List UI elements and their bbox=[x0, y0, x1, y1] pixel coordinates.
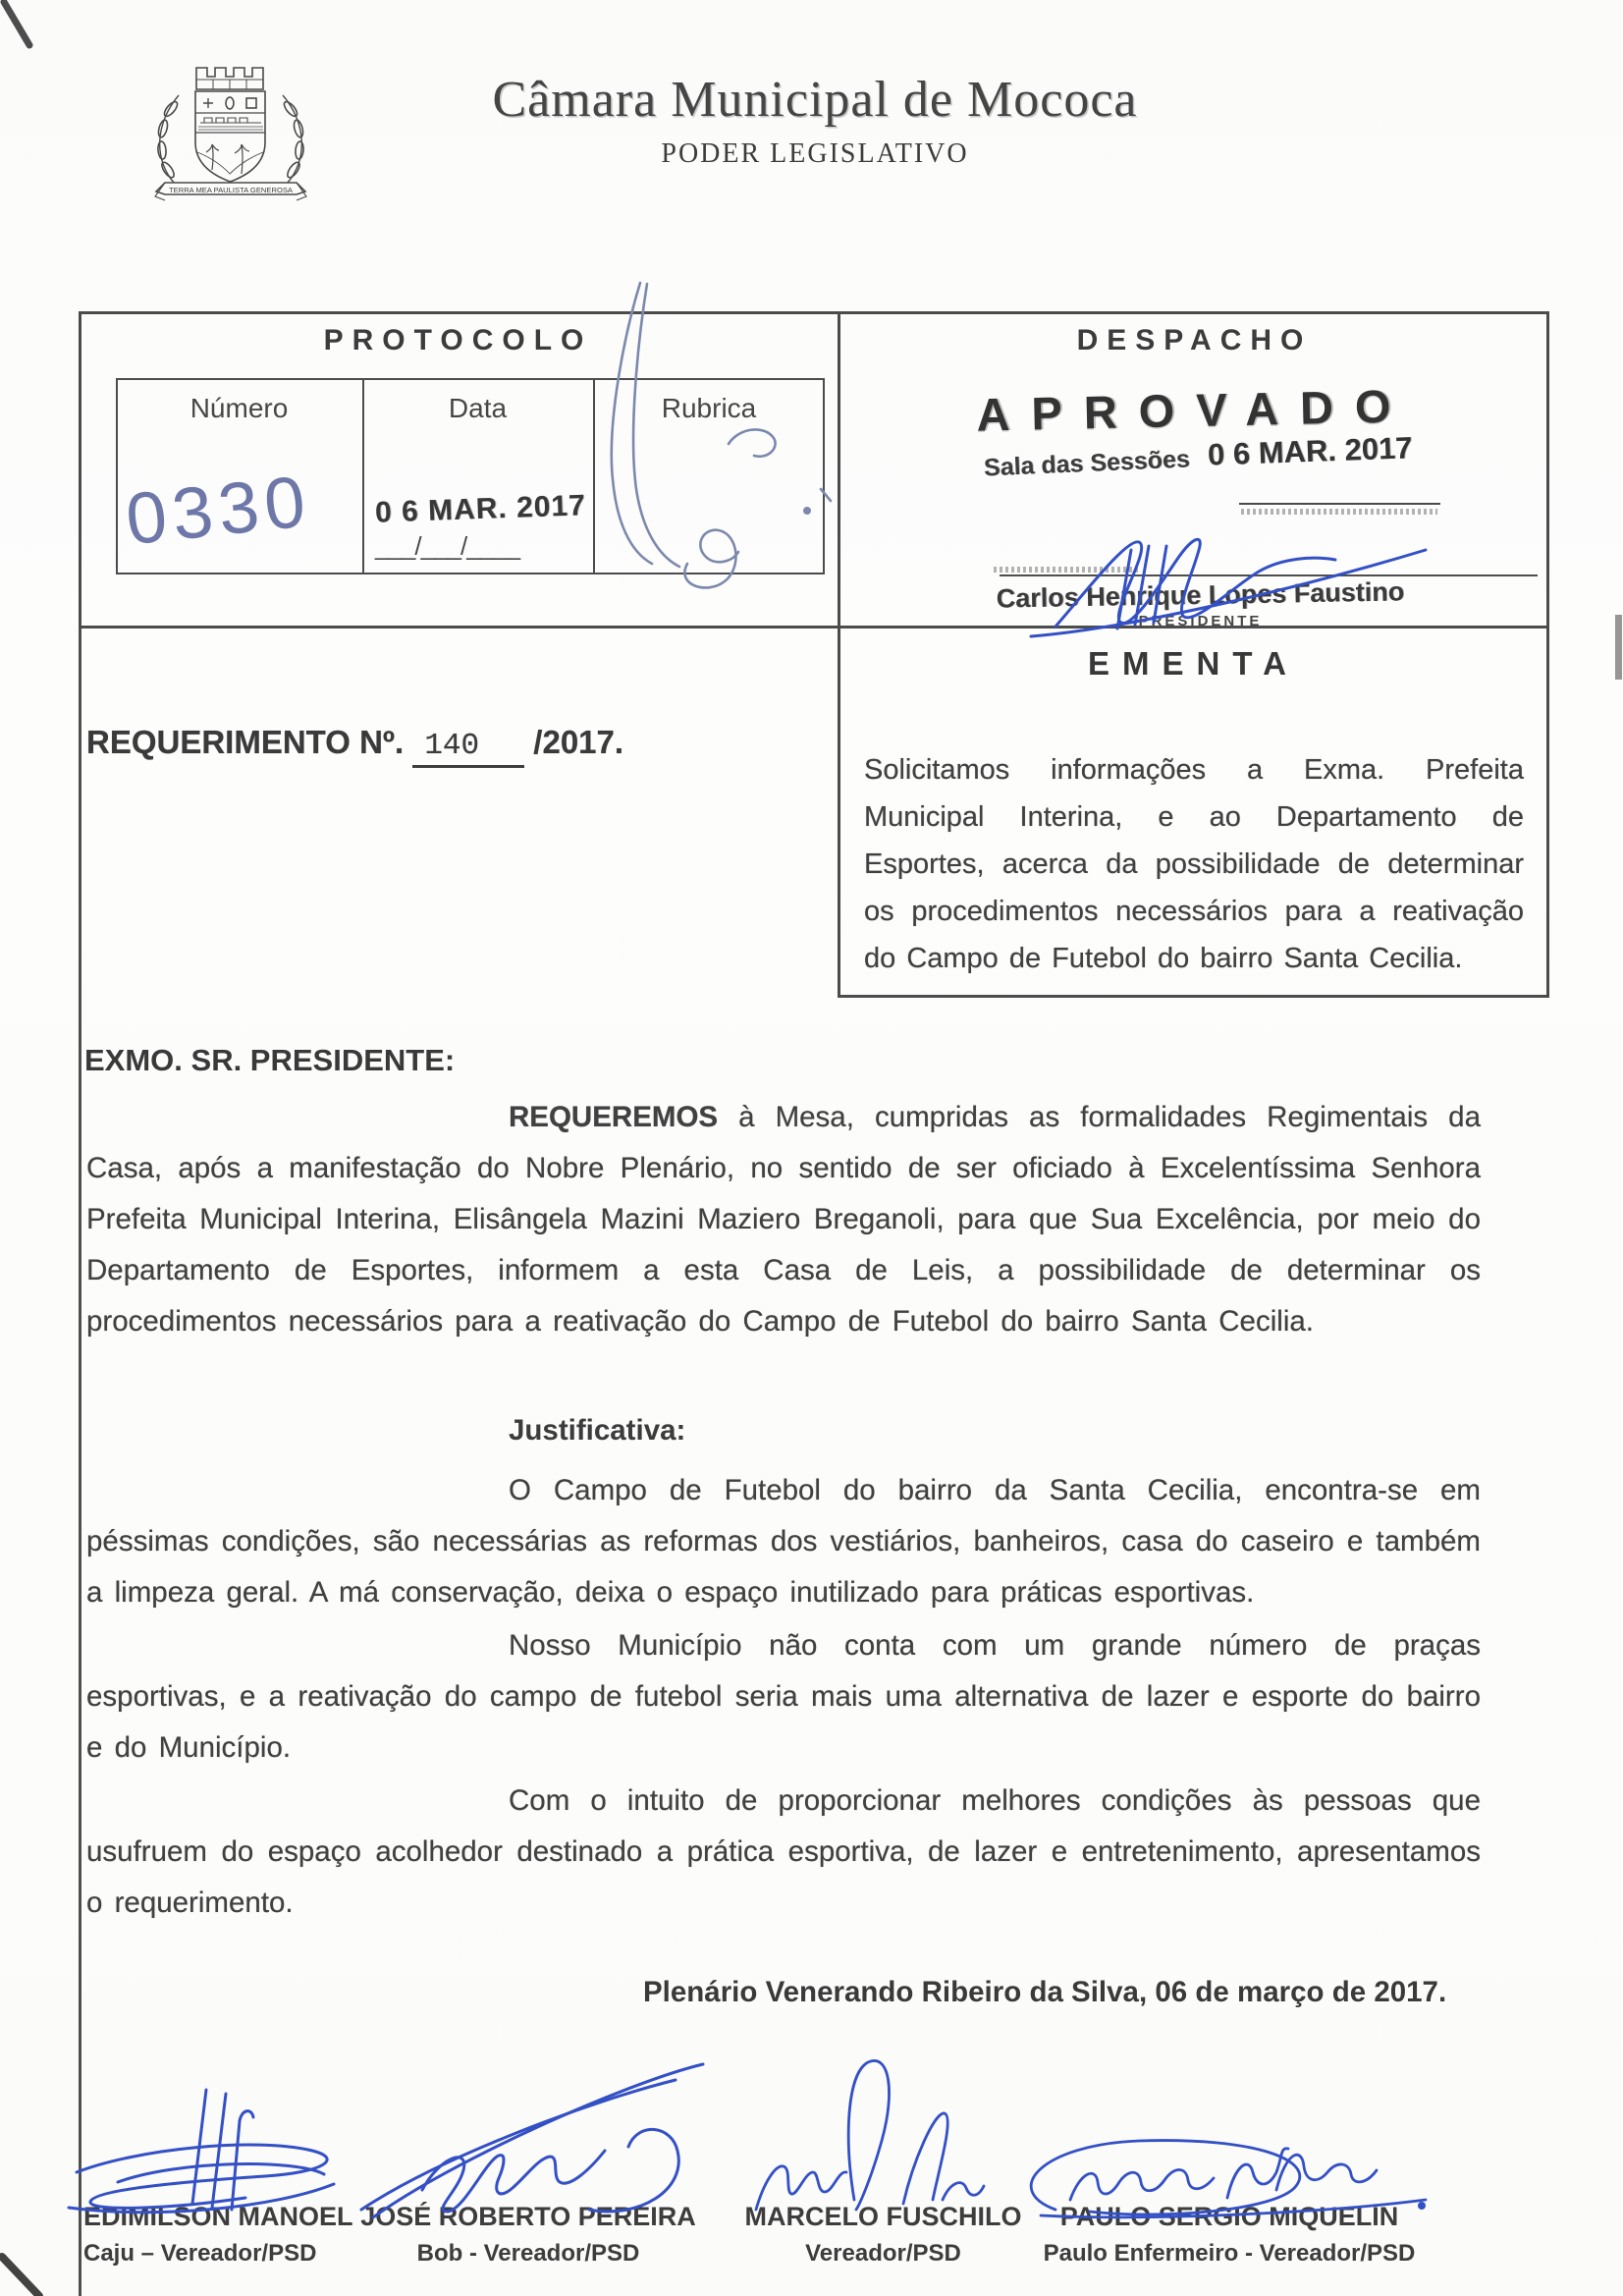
despacho-date-stamp: 0 6 MAR. 2017 bbox=[1207, 430, 1414, 472]
paragraph-3: Nosso Município não conta com um grande número de praças esportivas, e a reativação do campo de futebol seria mais uma alternativa de lazer e esporte do bairro e do Município. bbox=[86, 1629, 1481, 1764]
sala-stamp: Sala das Sessões bbox=[983, 445, 1191, 482]
numero-column-label: Número bbox=[189, 393, 289, 423]
salutation: EXMO. SR. PRESIDENTE: bbox=[84, 1043, 456, 1077]
header bbox=[334, 71, 1296, 170]
signature-block-1 bbox=[83, 2202, 368, 2268]
blank-date-line: ___/___/____ bbox=[375, 531, 520, 561]
requerimento-number: 140 bbox=[412, 729, 524, 768]
crest-motto: TERRA MEA PAULISTA GENEROSA bbox=[169, 188, 294, 194]
stamp-smudge bbox=[994, 567, 1141, 573]
scan-artifact bbox=[2, 2257, 39, 2296]
signature-ink-3 bbox=[756, 2060, 984, 2210]
date-underline bbox=[1239, 503, 1440, 505]
table-divider bbox=[838, 311, 840, 629]
signature-block-4 bbox=[1033, 2202, 1426, 2268]
signature-role: Vereador/PSD bbox=[805, 2240, 961, 2267]
data-column-label: Data bbox=[448, 393, 508, 423]
signature-ink-2 bbox=[361, 2064, 703, 2217]
protocolo-title: PROTOCOLO bbox=[323, 324, 593, 356]
protocolo-date-stamp: 0 6 MAR. 2017 bbox=[374, 489, 587, 529]
ementa-text: Solicitamos informações a Exma. Prefeita Municipal Interina, e ao Departamento de Esportes, acerca da possibilidade de determinar os procedimentos necessários para a reativação do Campo de Futebol do bairro Santa Cecilia. bbox=[864, 754, 1524, 974]
left-border-rule bbox=[79, 629, 81, 2296]
scan-artifact bbox=[1615, 615, 1622, 680]
signature-role: Bob - Vereador/PSD bbox=[416, 2240, 640, 2267]
paragraph-4: Com o intuito de proporcionar melhores condições às pessoas que usufruem do espaço acolhedor destinado a prática esportiva, de lazer e entretenimento, apresentamos o requerimento. bbox=[86, 1784, 1481, 1919]
paragraph-1-rest: à Mesa, cumpridas as formalidades Regimentais da Casa, após a manifestação do Nobre Plenário, no sentido de ser oficiado à Excelentíssima Senhora Prefeita Municipal Interina, Elisângela Mazini Maziero Breganoli, para que Sua Excelência, por meio do Departamento de Esportes, informem a esta Casa de Leis, a possibilidade de determinar os procedimentos necessários para a reativação do Campo de Futebol do bairro Santa Cecilia. bbox=[86, 1101, 1481, 1338]
signature-name: MARCELO FUSCHILO bbox=[744, 2202, 1022, 2231]
stamp-smudge bbox=[1241, 509, 1437, 515]
paragraph-2: O Campo de Futebol do bairro da Santa Cecilia, encontra-se em péssimas condições, são necessárias as reformas dos vestiários, banheiros, casa do caseiro e também a limpeza geral. A má conservação, deixa o espaço inutilizado para práticas esportivas. bbox=[86, 1474, 1481, 1609]
numero-handwritten-value: 0330 bbox=[122, 460, 315, 561]
signature-role: Paulo Enfermeiro - Vereador/PSD bbox=[1043, 2240, 1416, 2267]
header-subtitle: PODER LEGISLATIVO bbox=[661, 138, 969, 169]
ementa-title: EMENTA bbox=[1088, 645, 1299, 682]
paragraph-1 bbox=[86, 1092, 1481, 1347]
signature-ink-1 bbox=[69, 2090, 334, 2213]
approved-stamp: APROVADO bbox=[975, 379, 1414, 441]
scan-artifact bbox=[4, 2, 29, 45]
signature-role: Caju – Vereador/PSD bbox=[83, 2240, 317, 2267]
requerimento-heading bbox=[86, 724, 623, 763]
president-title-stamp: PRESIDENTE bbox=[1138, 613, 1263, 629]
justificativa-heading: Justificativa: bbox=[509, 1414, 686, 1447]
president-name-stamp: Carlos Henrique Lopes Faustino bbox=[996, 576, 1405, 614]
sala-das-sessoes-row bbox=[983, 430, 1414, 482]
requerimento-suffix: /2017. bbox=[533, 724, 624, 760]
signature-name: PAULO SERGIO MIQUELIN bbox=[1059, 2202, 1399, 2231]
dateline: Plenário Venerando Ribeiro da Silva, 06 de março de 2017. bbox=[643, 1976, 1447, 2008]
signature-name: EDIMILSON MANOEL bbox=[83, 2202, 353, 2231]
signature-block-2 bbox=[352, 2202, 705, 2268]
paragraph-1-lead: REQUEREMOS bbox=[509, 1101, 719, 1133]
signature-block-3 bbox=[738, 2202, 1028, 2268]
despacho-title: DESPACHO bbox=[1076, 324, 1313, 356]
signature-name: JOSÉ ROBERTO PEREIRA bbox=[360, 2202, 696, 2231]
rubrica-column-label: Rubrica bbox=[661, 393, 757, 423]
requerimento-prefix: REQUERIMENTO Nº. bbox=[86, 724, 405, 760]
coat-of-arms bbox=[135, 54, 327, 203]
page-title: Câmara Municipal de Mococa bbox=[492, 72, 1138, 128]
